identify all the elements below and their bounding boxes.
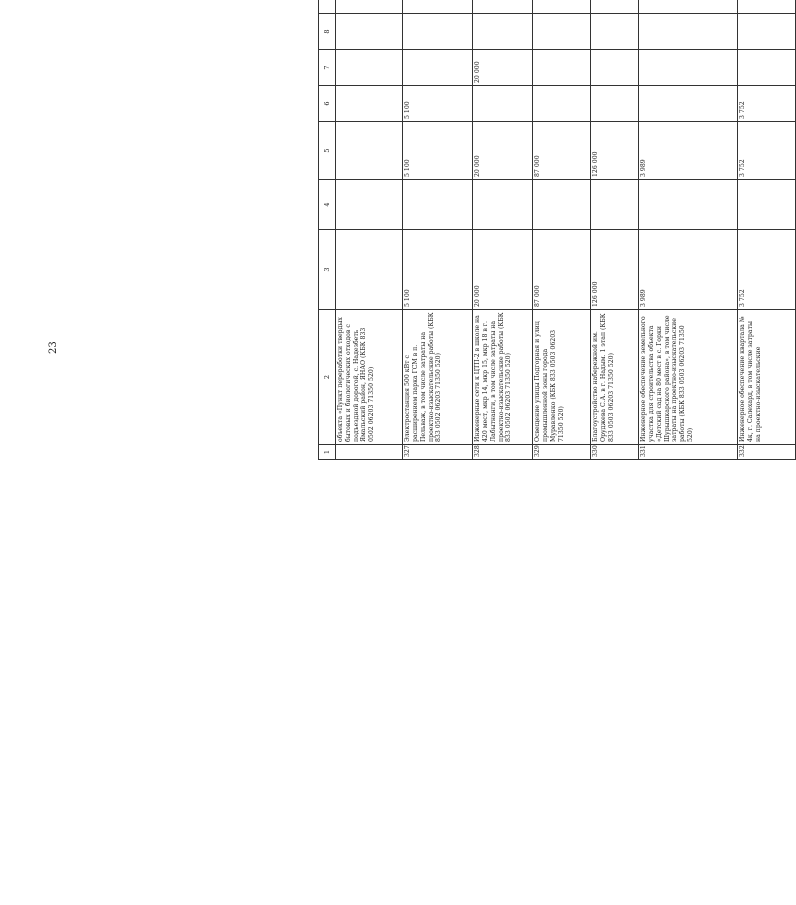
column-header <box>319 0 336 14</box>
row-number: 327. <box>403 445 473 460</box>
column-header: 1 <box>319 445 336 460</box>
row-number: 332. <box>738 445 796 460</box>
table-cell <box>473 86 533 122</box>
table-cell <box>403 14 473 50</box>
table-cell: 5 100 <box>403 86 473 122</box>
table-cell <box>336 122 403 180</box>
table-cell <box>639 180 738 230</box>
table-cell <box>473 14 533 50</box>
table-cell <box>336 0 403 14</box>
table-cell <box>336 14 403 50</box>
table-cell <box>591 14 639 50</box>
table-cell <box>533 0 591 14</box>
table-cell <box>336 86 403 122</box>
table-cell: 20 000 <box>473 230 533 310</box>
table-cell <box>738 14 796 50</box>
row-number: 331. <box>639 445 738 460</box>
table-cell <box>639 50 738 86</box>
row-description: объекта «Пункт переработки твердых бытовых и биологических отходов с подъездной дорогой, с. Надезбеть Ямальский район, ЯНАО (КБК 833 0502 06203 71350 520) <box>336 310 403 445</box>
table-cell <box>533 180 591 230</box>
table-cell: 5 100 <box>403 122 473 180</box>
table-row <box>473 0 533 460</box>
table-cell <box>403 0 473 14</box>
table-cell <box>336 230 403 310</box>
table-cell <box>533 50 591 86</box>
table-cell <box>639 14 738 50</box>
table-cell: 87 000 <box>533 122 591 180</box>
row-number: 328. <box>473 445 533 460</box>
table-body <box>336 0 796 460</box>
page-number: 23 <box>48 341 59 354</box>
table-cell: 3 989 <box>639 122 738 180</box>
table-row <box>336 0 403 460</box>
table-cell: 20 000 <box>473 122 533 180</box>
row-description: Инженерное обеспечение земельного участка для строительства объекта «Детский сад на 80 мест в с. Горки Шурышкарского района», в том числе затраты на проектно-изыскательские работы (КБК 833 0503 06203 71350 520) <box>639 310 738 445</box>
table-cell: 3 752 <box>738 122 796 180</box>
row-description: Инженерное обеспечение квартала № 4к, г. Салехард, в том числе затраты на проектно-изыскательские <box>738 310 796 445</box>
column-header: 8 <box>319 14 336 50</box>
table-cell: 126 000 <box>591 122 639 180</box>
table-cell: 87 000 <box>533 230 591 310</box>
table-row <box>533 0 591 460</box>
row-description: Инженерные сети к ЦТП-2 в школе на 420 мест, мкр 14, мкр 15, мкр 18 в г. Лабытнанги, в том числе затраты на проектно-изыскательские работы (КБК 833 0502 06203 71350 520) <box>473 310 533 445</box>
row-number: 329. <box>533 445 591 460</box>
column-header: 3 <box>319 230 336 310</box>
table-cell: 3 989 <box>639 230 738 310</box>
table-cell <box>639 0 738 14</box>
column-header: 7 <box>319 50 336 86</box>
row-description: Освещение улицы Подгорная и улиц промышленной зоны города Муравленко (КБК 833 0503 06203 71350 520) <box>533 310 591 445</box>
table-cell: 3 752 <box>738 230 796 310</box>
table-cell <box>738 180 796 230</box>
column-header: 5 <box>319 122 336 180</box>
table-cell <box>403 180 473 230</box>
table-cell: 20 000 <box>473 50 533 86</box>
table-cell <box>591 86 639 122</box>
table-cell <box>473 0 533 14</box>
table-row <box>591 0 639 460</box>
row-description: Электростанция 500 кВт с расширением парка ГСМ в п. Пельваж, в том числе затраты на проектно-изыскательские работы (КБК 833 0502 06203 71350 520) <box>403 310 473 445</box>
table-cell <box>533 14 591 50</box>
table-row <box>403 0 473 460</box>
table-cell: 5 100 <box>403 230 473 310</box>
column-header: 4 <box>319 180 336 230</box>
table-cell <box>533 86 591 122</box>
table-row <box>639 0 738 460</box>
row-description: Благоустройство набережной им. Оруджева С.А. в г. Надым. 1 этап (КБК 833 0503 06203 71350 520) <box>591 310 639 445</box>
table-cell <box>591 180 639 230</box>
table-cell: 3 752 <box>738 86 796 122</box>
row-number: 330. <box>591 445 639 460</box>
table-cell <box>336 180 403 230</box>
table-cell <box>403 50 473 86</box>
table-cell <box>473 180 533 230</box>
column-header: 2 <box>319 310 336 445</box>
row-number <box>336 445 403 460</box>
budget-table <box>318 0 796 460</box>
table-row <box>738 0 796 460</box>
table-cell <box>336 50 403 86</box>
table-cell: 126 000 <box>591 230 639 310</box>
table-cell <box>591 0 639 14</box>
table-cell <box>738 50 796 86</box>
table-cell <box>738 0 796 14</box>
header-row <box>319 0 336 460</box>
table-cell <box>639 86 738 122</box>
table-cell <box>591 50 639 86</box>
column-header: 6 <box>319 86 336 122</box>
